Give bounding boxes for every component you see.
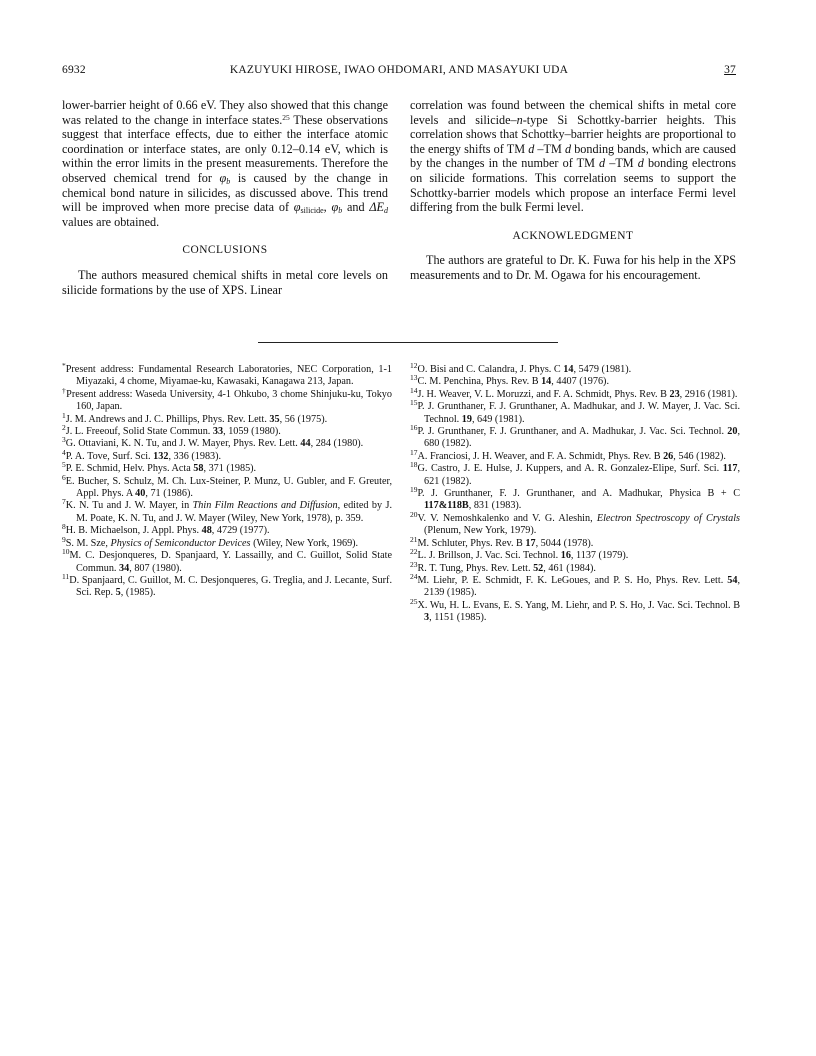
section-heading-conclusions: CONCLUSIONS <box>182 244 268 257</box>
running-header <box>62 64 736 80</box>
reference-mark: 1 <box>62 410 66 420</box>
reference-item: $^8$H. B. Michaelson, J. Appl. Phys. 48, 4729 (1977). <box>62 522 270 537</box>
reference-item: $^1$J. M. Andrews and J. C. Phillips, Phys. Rev. Lett. 35, 56 (1975). <box>62 410 328 425</box>
reference-item: $^5$P. E. Schmid, Helv. Phys. Acta 58, 371 (1985). <box>62 460 257 475</box>
reference-item: $^{21}$M. Schluter, Phys. Rev. B 17, 5044 (1978). <box>410 534 594 549</box>
reference-item: $^{22}$L. J. Brillson, J. Vac. Sci. Technol. 16, 1137 (1979). <box>410 547 629 562</box>
reference-mark: 13 <box>410 373 418 383</box>
reference-mark: 16 <box>410 423 418 433</box>
reference-mark: 23 <box>410 559 418 569</box>
reference-item: $^{15}$P. J. Grunthaner, F. J. Grunthaner, A. Madhukar, and J. W. Mayer, J. Vac. Sci. Technol. 19, 649 (1981). <box>410 398 740 425</box>
reference-mark: 4 <box>62 447 66 457</box>
reference-mark: 8 <box>62 522 66 532</box>
reference-mark: 24 <box>410 571 418 581</box>
reference-mark: 25 <box>410 596 418 606</box>
reference-mark: 11 <box>62 571 70 581</box>
reference-item: $^{14}$J. H. Weaver, V. L. Moruzzi, and F. A. Schmidt, Phys. Rev. B 23, 2916 (1981). <box>410 385 738 400</box>
reference-mark: 3 <box>62 435 66 445</box>
reference-item: $^2$J. L. Freeouf, Solid State Commun. 33, 1059 (1980). <box>62 423 281 438</box>
right-column <box>410 98 736 283</box>
body-paragraph: correlation was found between the chemical shifts in metal core levels and silicide–n-type Si Schottky-barrier heights. This correlation shows that Schottky–barrier heights are proportional to the energy shifts of TM d –TM d bonding bands, which are caused by the changes in the number of TM d –TM d bonding electrons on silicide formations. This correlation seems to support the Schottky-barrier models which propose an interface Fermi level differing from the bulk Fermi level. <box>410 98 737 215</box>
page-number: 6932 <box>62 64 86 76</box>
reference-mark: 18 <box>410 460 418 470</box>
reference-item: $^6$E. Bucher, S. Schulz, M. Ch. Lux-Steiner, P. Munz, U. Gubler, and F. Greuter, Appl. Phys. A 40, 71 (1986). <box>62 472 392 500</box>
reference-item: $^4$P. A. Tove, Surf. Sci. 132, 336 (1983). <box>62 447 222 462</box>
reference-mark: 12 <box>410 361 418 370</box>
reference-mark: 7 <box>62 497 66 507</box>
reference-item: $^{20}$V. V. Nemoshkalenko and V. G. Aleshin, Electron Spectroscopy of Crystals (Plenum, New York, 1979). <box>410 509 740 537</box>
reference-item: $^{18}$G. Castro, J. E. Hulse, J. Kuppers, and A. R. Gonzalez-Elipe, Surf. Sci. 117, 621 (1982). <box>410 460 740 487</box>
references-left <box>62 361 392 600</box>
reference-mark: 14 <box>410 385 418 395</box>
reference-mark: 20 <box>410 509 418 519</box>
reference-item: $^{24}$M. Liehr, P. E. Schmidt, F. K. LeGoues, and P. S. Ho, Phys. Rev. Lett. 54, 2139 (1985). <box>410 571 740 599</box>
reference-item: †Present address: Waseda University, 4-1 Ohkubo, 3 chome Shinjuku-ku, Tokyo 160, Japan. <box>62 385 392 413</box>
reference-mark: † <box>62 385 67 395</box>
volume-number: 37 <box>724 64 736 76</box>
section-divider <box>258 342 558 343</box>
reference-item: $^3$G. Ottaviani, K. N. Tu, and J. W. Mayer, Phys. Rev. Lett. 44, 284 (1980). <box>62 435 364 450</box>
reference-item: $^{19}$P. J. Grunthaner, F. J. Grunthaner, and A. Madhukar, Physica B + C 117&118B, 831 (1983). <box>410 485 740 512</box>
reference-item: $^7$K. N. Tu and J. W. Mayer, in Thin Film Reactions and Diffusion, edited by J. M. Poate, K. N. Tu, and J. W. Mayer (Wiley, New York, 1978), p. 359. <box>62 497 392 524</box>
reference-mark: 22 <box>410 547 418 557</box>
header-authors: KAZUYUKI HIROSE, IWAO OHDOMARI, AND MASAYUKI UDA <box>229 64 569 76</box>
reference-mark: 5 <box>62 460 66 470</box>
reference-item: *Present address: Fundamental Research Laboratories, NEC Corporation, 1-1 Miyazaki, 4 chome, Miyamae-ku, Kawasaki, Kanagawa 213, Japan. <box>62 361 392 388</box>
reference-mark: 2 <box>62 423 66 433</box>
reference-mark: 15 <box>410 398 418 408</box>
acknowledgment-paragraph: The authors are grateful to Dr. K. Fuwa for his help in the XPS measurements and to Dr. M. Ogawa for his encouragement. <box>410 253 736 282</box>
reference-mark: 19 <box>410 485 418 495</box>
reference-item: $^{11}$D. Spanjaard, C. Guillot, M. C. Desjonqueres, G. Treglia, and J. Lecante, Surf. Sci. Rep. 5, (1985). <box>62 571 392 599</box>
reference-item: $^9$S. M. Sze, Physics of Semiconductor Devices (Wiley, New York, 1969). <box>62 534 359 549</box>
conclusions-paragraph: The authors measured chemical shifts in metal core levels on silicide formations by the use of XPS. Linear <box>62 267 388 297</box>
reference-item: $^{17}$A. Franciosi, J. H. Weaver, and F. A. Schmidt, Phys. Rev. B 26, 546 (1982). <box>410 447 726 462</box>
reference-item: $^{12}$O. Bisi and C. Calandra, J. Phys. C 14, 5479 (1981). <box>410 361 632 375</box>
body-paragraph: lower-barrier height of 0.66 eV. They also showed that this change was related to the change in interface states.$^{25}$ These observations suggest that interface effects, due to either the interface atomic coordination or interface states, are only 0.12–0.14 eV, which is within the error limits in the present measurements. Therefore the observed chemical trend for $\varphi_b$ is caused by the change in chemical bond nature in silicides, as discussed above. This trend will be improved when more precise data of $\varphi_{silicide}$, $\varphi_b$ and $\Delta E_d$ values are obtained. <box>62 98 388 229</box>
reference-item: $^{10}$M. C. Desjonqueres, D. Spanjaard, Y. Lassailly, and C. Guillot, Solid State Commun. 34, 807 (1980). <box>62 547 392 574</box>
reference-item: $^{16}$P. J. Grunthaner, F. J. Grunthaner, and A. Madhukar, J. Vac. Sci. Technol. 20, 680 (1982). <box>410 423 740 450</box>
references-right <box>410 361 740 625</box>
reference-mark: 17 <box>410 447 418 457</box>
section-heading-acknowledgment: ACKNOWLEDGMENT <box>512 229 634 242</box>
reference-mark: 21 <box>410 534 418 544</box>
reference-item: $^{25}$X. Wu, H. L. Evans, E. S. Yang, M. Liehr, and P. S. Ho, J. Vac. Sci. Technol. B 3, 1151 (1985). <box>410 596 740 624</box>
reference-mark: 9 <box>62 534 66 544</box>
reference-mark: * <box>62 361 66 370</box>
reference-item: $^{13}$C. M. Penchina, Phys. Rev. B 14, 4407 (1976). <box>410 373 609 388</box>
reference-mark: 6 <box>62 472 66 482</box>
reference-mark: 10 <box>62 547 70 557</box>
reference-item: $^{23}$R. T. Tung, Phys. Rev. Lett. 52, 461 (1984). <box>410 559 596 574</box>
left-column <box>62 98 388 297</box>
